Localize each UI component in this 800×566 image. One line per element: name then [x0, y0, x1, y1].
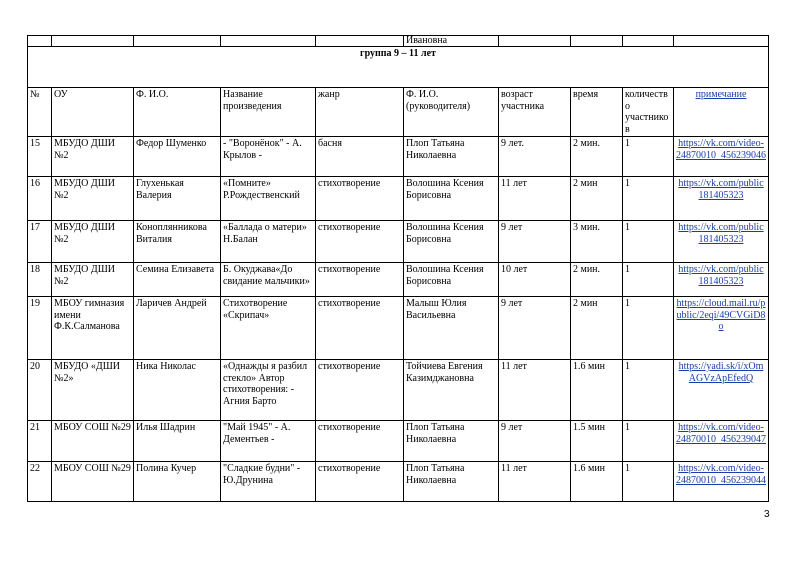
- table-row: [28, 263, 769, 297]
- row-school: МБОУ СОШ №29: [52, 462, 134, 502]
- table-row: [28, 297, 769, 360]
- row-leader: Плоп Татьяна Николаевна: [404, 137, 499, 177]
- row-school: МБОУ гимназия имени Ф.К.Салманова: [52, 297, 134, 360]
- row-leader: Волошина Ксения Борисовна: [404, 263, 499, 297]
- row-genre: басня: [316, 137, 404, 177]
- row-time: 2 мин: [571, 177, 623, 221]
- row-genre: стихотворение: [316, 421, 404, 462]
- row-name: Полина Кучер: [134, 462, 221, 502]
- row-time: 1.6 мин: [571, 462, 623, 502]
- row-work: - "Воронёнок" - А. Крылов -: [221, 137, 316, 177]
- video-link[interactable]: https://cloud.mail.ru/public/2eqi/49CVGiD8o: [676, 298, 766, 332]
- video-link[interactable]: https://yadi.sk/i/xOmAGVzApEfedQ: [678, 361, 764, 384]
- video-link[interactable]: https://vk.com/video-24870010_456239044: [676, 463, 766, 486]
- carryover-leader: Ивановна: [404, 36, 499, 47]
- row-leader: Волошина Ксения Борисовна: [404, 221, 499, 263]
- row-age: 11 лет: [499, 177, 571, 221]
- row-work: Стихотворение «Скрипач»: [221, 297, 316, 360]
- row-count: 1: [623, 297, 674, 360]
- row-name: Ника Николас: [134, 360, 221, 421]
- row-school: МБУДО «ДШИ №2»: [52, 360, 134, 421]
- header-name: Ф. И.О.: [134, 88, 221, 137]
- row-count: 1: [623, 137, 674, 177]
- row-note: [674, 360, 769, 421]
- row-num: 18: [28, 263, 52, 297]
- row-num: 15: [28, 137, 52, 177]
- row-time: 1.5 мин: [571, 421, 623, 462]
- row-genre: стихотворение: [316, 263, 404, 297]
- group-row: [28, 47, 769, 88]
- row-leader: Тойчиева Евгения Казимджановна: [404, 360, 499, 421]
- row-count: 1: [623, 263, 674, 297]
- row-name: Глухенькая Валерия: [134, 177, 221, 221]
- row-name: Илья Шадрин: [134, 421, 221, 462]
- video-link[interactable]: https://vk.com/video-24870010_456239046: [676, 138, 766, 161]
- row-work: Б. Окуджава«До свидание мальчики»: [221, 263, 316, 297]
- header-genre: жанр: [316, 88, 404, 137]
- table-row: [28, 177, 769, 221]
- row-school: МБУДО ДШИ №2: [52, 137, 134, 177]
- row-genre: стихотворение: [316, 297, 404, 360]
- row-genre: стихотворение: [316, 221, 404, 263]
- row-leader: Плоп Татьяна Николаевна: [404, 421, 499, 462]
- header-row: [28, 88, 769, 137]
- group-title: группа 9 – 11 лет: [28, 47, 769, 88]
- row-time: 1.6 мин: [571, 360, 623, 421]
- row-num: 20: [28, 360, 52, 421]
- row-name: Коноплянникова Виталия: [134, 221, 221, 263]
- row-school: МБУДО ДШИ №2: [52, 221, 134, 263]
- row-note: [674, 462, 769, 502]
- row-name: Семина Елизавета: [134, 263, 221, 297]
- row-genre: стихотворение: [316, 462, 404, 502]
- carryover-row: [28, 36, 769, 47]
- row-genre: стихотворение: [316, 177, 404, 221]
- row-num: 16: [28, 177, 52, 221]
- page-number: 3: [764, 509, 770, 520]
- row-note: [674, 297, 769, 360]
- row-note: [674, 421, 769, 462]
- video-link[interactable]: https://vk.com/video-24870010_456239047: [676, 422, 766, 445]
- row-time: 3 мин.: [571, 221, 623, 263]
- row-age: 9 лет.: [499, 137, 571, 177]
- row-genre: стихотворение: [316, 360, 404, 421]
- row-note: [674, 221, 769, 263]
- header-work: Название произведения: [221, 88, 316, 137]
- row-age: 9 лет: [499, 221, 571, 263]
- table-row: [28, 421, 769, 462]
- row-count: 1: [623, 421, 674, 462]
- row-school: МБОУ СОШ №29: [52, 421, 134, 462]
- row-count: 1: [623, 360, 674, 421]
- row-note: [674, 177, 769, 221]
- row-age: 11 лет: [499, 462, 571, 502]
- row-time: 2 мин.: [571, 137, 623, 177]
- participants-table: [27, 35, 769, 502]
- row-num: 17: [28, 221, 52, 263]
- row-count: 1: [623, 462, 674, 502]
- row-count: 1: [623, 221, 674, 263]
- row-num: 21: [28, 421, 52, 462]
- row-work: «Помните» Р.Рождественский: [221, 177, 316, 221]
- table-row: [28, 221, 769, 263]
- video-link[interactable]: https://vk.com/public181405323: [678, 178, 764, 201]
- row-work: «Баллада о матери» Н.Балан: [221, 221, 316, 263]
- row-name: Федор Шуменко: [134, 137, 221, 177]
- row-work: "Май 1945" - А. Дементьев -: [221, 421, 316, 462]
- row-age: 11 лет: [499, 360, 571, 421]
- row-num: 19: [28, 297, 52, 360]
- row-name: Ларичев Андрей: [134, 297, 221, 360]
- row-num: 22: [28, 462, 52, 502]
- video-link[interactable]: https://vk.com/public181405323: [678, 264, 764, 287]
- row-school: МБУДО ДШИ №2: [52, 263, 134, 297]
- row-work: «Однажды я разбил стекло» Автор стихотворения: - Агния Барто: [221, 360, 316, 421]
- row-age: 9 лет: [499, 297, 571, 360]
- video-link[interactable]: https://vk.com/public181405323: [678, 222, 764, 245]
- table-row: [28, 360, 769, 421]
- header-school: ОУ: [52, 88, 134, 137]
- row-leader: Волошина Ксения Борисовна: [404, 177, 499, 221]
- row-school: МБУДО ДШИ №2: [52, 177, 134, 221]
- table-row: [28, 137, 769, 177]
- table-row: [28, 462, 769, 502]
- header-leader: Ф. И.О. (руководителя): [404, 88, 499, 137]
- header-time: время: [571, 88, 623, 137]
- row-time: 2 мин: [571, 297, 623, 360]
- row-leader: Малыш Юлия Васильевна: [404, 297, 499, 360]
- row-leader: Плоп Татьяна Николаевна: [404, 462, 499, 502]
- row-note: [674, 263, 769, 297]
- header-age: возраст участника: [499, 88, 571, 137]
- header-num: №: [28, 88, 52, 137]
- row-age: 10 лет: [499, 263, 571, 297]
- header-note: примечание: [674, 88, 769, 137]
- row-age: 9 лет: [499, 421, 571, 462]
- row-work: "Сладкие будни" - Ю.Друнина: [221, 462, 316, 502]
- row-time: 2 мин.: [571, 263, 623, 297]
- row-note: [674, 137, 769, 177]
- row-count: 1: [623, 177, 674, 221]
- header-count: количество участников: [623, 88, 674, 137]
